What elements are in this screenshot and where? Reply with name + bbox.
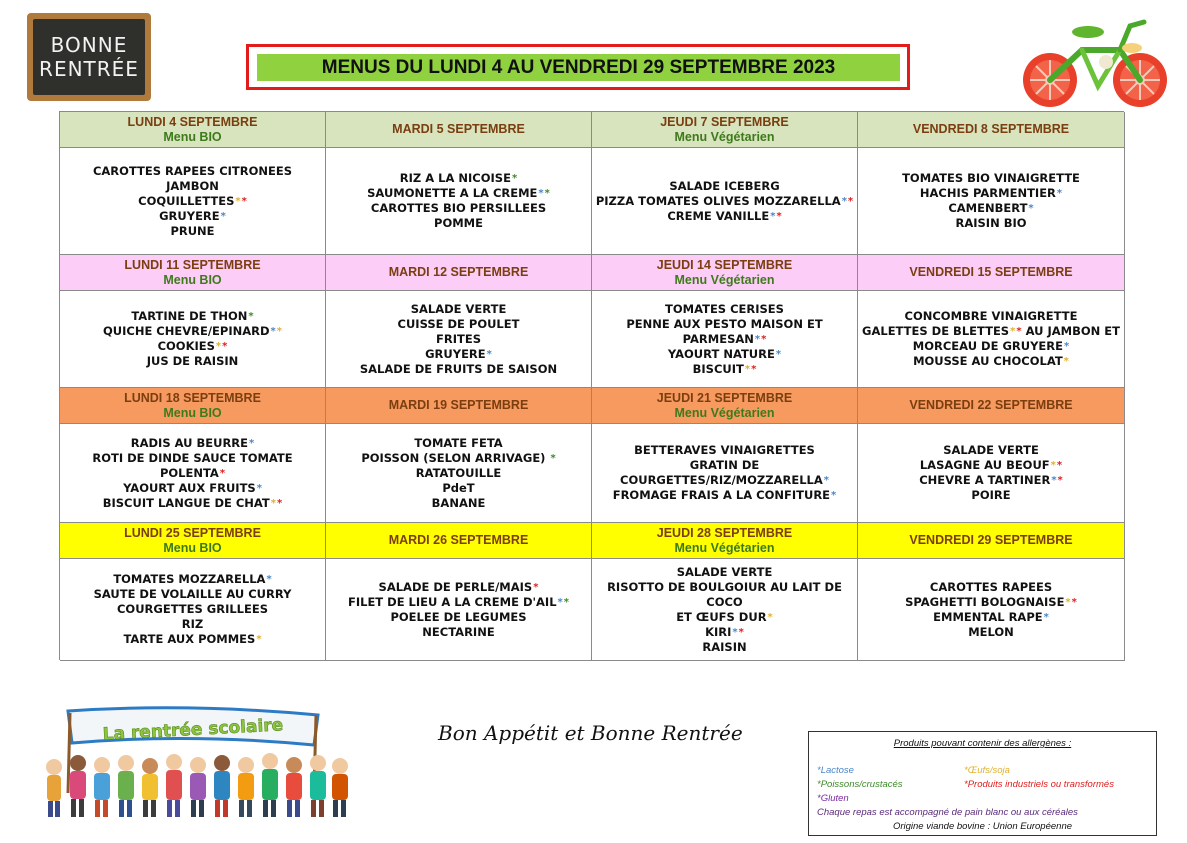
menu-item-text: POISSON (SELON ARRIVAGE) [361, 450, 546, 465]
legend-industriels: *Produits industriels ou transformés [964, 779, 1114, 790]
menu-item [159, 209, 226, 224]
menu-item [669, 179, 779, 194]
allergen-marker-lactose: * [754, 333, 761, 345]
menu-item [414, 436, 502, 451]
menu-item-text: CHEVRE A TARTINER [919, 473, 1051, 487]
day-header [326, 112, 592, 148]
menu-cell [592, 559, 858, 661]
allergen-marker-industriels: * [277, 497, 283, 509]
day-header [60, 523, 326, 559]
menu-item [905, 595, 1077, 610]
menu-item-text: NECTARINE [422, 624, 495, 639]
day-header [60, 255, 326, 291]
menu-item-text: COOKIES [157, 339, 215, 353]
menu-item-text: FROMAGE FRAIS A LA CONFITURE [612, 488, 831, 502]
menu-item [379, 580, 539, 595]
menu-item [93, 164, 292, 179]
menu-item [361, 451, 555, 466]
menu-cell [326, 291, 592, 388]
menu-item-text: BISCUIT [692, 361, 744, 376]
menu-item-text: FRITES [436, 331, 481, 346]
allergen-marker-oeufs: * [744, 363, 751, 375]
menu-item-text: MELON [968, 624, 1014, 639]
menu-item-text: YAOURT AUX FRUITS [123, 480, 256, 495]
allergen-marker-industriels: * [751, 363, 757, 375]
day-label: VENDREDI 22 SEPTEMBRE [909, 398, 1073, 412]
menu-item [919, 473, 1063, 488]
day-header [326, 388, 592, 424]
menu-item-text: ET ŒUFS DUR [676, 609, 767, 624]
menu-item-text: HACHIS PARMENTIER [919, 186, 1056, 200]
allergen-marker-oeufs: * [1065, 596, 1071, 608]
allergen-marker-poissons: * [544, 188, 550, 199]
menu-item [160, 466, 225, 481]
menu-item [411, 302, 507, 317]
menu-item [113, 572, 271, 587]
menu-cell [858, 424, 1125, 523]
allergen-marker-lactose: * [249, 437, 255, 449]
allergen-marker-lactose: * [775, 348, 782, 360]
allergen-marker-lactose: * [486, 348, 492, 360]
allergen-marker-lactose: * [266, 574, 272, 585]
menu-item [400, 171, 517, 186]
legend-bread-note: Chaque repas est accompagné de pain blanc ou aux céréales [817, 807, 1078, 818]
allergen-marker-lactose: * [1056, 188, 1063, 199]
menu-item-text: PRUNE [170, 223, 215, 238]
menu-item-text: TARTINE DE THON [131, 309, 248, 323]
menu-item-text: MOUSSE AU CHOCOLAT [913, 354, 1063, 368]
menu-item [930, 580, 1052, 595]
menu-type-label: Menu Végétarien [674, 405, 775, 420]
menu-cell [326, 148, 592, 255]
day-label: MARDI 26 SEPTEMBRE [388, 533, 529, 547]
menu-cell [60, 424, 326, 523]
allergen-marker-industriels: * [219, 467, 226, 479]
menu-item [902, 171, 1080, 186]
menu-item-text: TOMATE FETA [414, 435, 503, 450]
menu-item-text: CONCOMBRE VINAIGRETTE [904, 309, 1078, 323]
vegetable-bike-illustration [1020, 8, 1170, 112]
title-frame [246, 44, 910, 90]
day-label: JEUDI 21 SEPTEMBRE [656, 390, 793, 405]
allergen-marker-industriels: * [1056, 460, 1063, 471]
day-label: MARDI 19 SEPTEMBRE [388, 398, 529, 412]
menu-type-label: Menu Végétarien [674, 272, 775, 287]
menu-item-text: COQUILLETTES [138, 193, 235, 208]
allergen-marker-lactose: * [557, 596, 563, 608]
menu-cell [592, 148, 858, 255]
menu-item-text: SALADE VERTE [943, 443, 1039, 457]
menu-item-text: TOMATES BIO VINAIGRETTE [902, 171, 1080, 185]
bonne-rentree-logo [27, 13, 151, 101]
menu-item-text: CUISSE DE POULET [397, 316, 520, 331]
allergen-legend [808, 731, 1157, 836]
menu-item-text: POLENTA [159, 465, 219, 480]
menu-item-text: BISCUIT LANGUE DE CHAT [102, 495, 270, 510]
menu-item [360, 362, 557, 377]
allergen-marker-poissons: * [511, 173, 518, 184]
menu-item [103, 324, 282, 339]
menu-item [933, 610, 1049, 625]
menu-item-text: CAROTTES RAPEES CITRONEES [92, 163, 293, 178]
day-label: LUNDI 18 SEPTEMBRE [124, 390, 261, 405]
menu-item-text: RAISIN [702, 639, 747, 654]
menu-item [398, 317, 520, 332]
menu-item-text: CREME VANILLE [667, 208, 770, 223]
day-header [326, 255, 592, 291]
menu-item [147, 354, 239, 369]
day-label: JEUDI 28 SEPTEMBRE [656, 525, 793, 540]
menu-item-text: SPAGHETTI BOLOGNAISE [905, 594, 1065, 609]
page-title: MENUS DU LUNDI 4 AU VENDREDI 29 SEPTEMBRE 2023 [321, 56, 836, 78]
menu-item-text: RADIS AU BEURRE [130, 435, 249, 450]
allergen-marker-poissons: * [550, 452, 556, 464]
menu-item-text: GRUYERE [425, 346, 486, 361]
menu-type-label: Menu BIO [163, 405, 222, 420]
menu-item-text: YAOURT NATURE [667, 346, 775, 361]
menu-item [436, 332, 481, 347]
menu-item-text: COURGETTES GRILLEES [116, 602, 269, 616]
menu-item-text: CAROTTES BIO PERSILLEES [370, 201, 547, 215]
allergen-marker-oeufs: * [256, 634, 262, 645]
menu-type-label: Menu BIO [163, 129, 222, 144]
day-label: MARDI 12 SEPTEMBRE [388, 265, 529, 279]
menu-item [913, 354, 1069, 369]
day-label: LUNDI 11 SEPTEMBRE [124, 257, 261, 272]
menu-cell [326, 559, 592, 661]
menu-item [634, 443, 815, 458]
menu-item [166, 179, 219, 194]
menu-item-text: ROTI DE DINDE SAUCE TOMATE [92, 450, 293, 465]
allergen-marker-lactose: * [1028, 203, 1034, 214]
menu-item [968, 625, 1014, 640]
menu-item [955, 216, 1026, 231]
menu-item-text: RATATOUILLE [415, 465, 502, 480]
menu-item-text: SALADE DE PERLE/MAIS [378, 579, 533, 594]
menu-item [94, 587, 292, 602]
menu-item [705, 625, 744, 640]
menu-item [103, 496, 283, 511]
menu-item-text: PdeT [442, 480, 475, 495]
menu-cell [858, 148, 1125, 255]
menu-item [131, 436, 255, 451]
allergen-marker-oeufs: * [1010, 326, 1016, 337]
day-header [60, 388, 326, 424]
title-bar [257, 54, 900, 81]
allergen-marker-industriels: * [738, 626, 744, 638]
menu-item [123, 481, 262, 496]
day-label: LUNDI 25 SEPTEMBRE [124, 525, 261, 540]
menu-item-text: CAMENBERT [948, 201, 1028, 215]
logo-line-1: BONNE [50, 33, 128, 57]
menu-item-text: KIRI [705, 624, 732, 639]
menu-grid [59, 111, 1124, 660]
menu-cell [592, 291, 858, 388]
allergen-marker-lactose: * [220, 210, 226, 222]
day-header [592, 523, 858, 559]
allergen-marker-lactose: * [823, 475, 829, 486]
menu-cell [60, 148, 326, 255]
menu-cell [60, 291, 326, 388]
menu-item [367, 186, 550, 201]
menu-item [667, 209, 781, 224]
menu-item-text: PIZZA TOMATES OLIVES MOZZARELLA [595, 193, 841, 208]
allergen-marker-industriels: * [847, 195, 854, 207]
legend-gluten: *Gluten [817, 793, 849, 804]
allergen-marker-industriels: * [761, 333, 767, 345]
menu-item [862, 324, 1120, 339]
day-label: JEUDI 14 SEPTEMBRE [656, 257, 793, 272]
legend-oeufs: *Œufs/soja [964, 765, 1010, 776]
allergen-marker-industriels: * [222, 341, 228, 352]
allergen-marker-lactose: * [732, 626, 738, 638]
menu-item [668, 347, 781, 362]
menu-item-text: TOMATES MOZZARELLA [113, 572, 266, 586]
menu-item [442, 481, 474, 496]
allergen-marker-industriels: * [533, 581, 539, 593]
day-label: LUNDI 4 SEPTEMBRE [127, 114, 258, 129]
day-header [326, 523, 592, 559]
menu-cell [326, 424, 592, 523]
allergen-marker-industriels: * [241, 195, 247, 207]
menu-item [592, 317, 857, 347]
menu-item [425, 347, 492, 362]
menu-item-text: POIRE [971, 488, 1011, 502]
menu-item-text: SALADE DE FRUITS DE SAISON [359, 361, 558, 376]
rentree-scolaire-banner [38, 703, 358, 823]
allergen-marker-lactose: * [1043, 611, 1049, 623]
menu-item-text: GALETTES DE BLETTES [862, 324, 1010, 338]
menu-item-text: POELEE DE LEGUMES [390, 609, 527, 624]
menu-item-text: RISOTTO DE BOULGOIUR AU LAIT DE COCO [607, 579, 842, 609]
menu-type-label: Menu BIO [163, 540, 222, 555]
allergen-marker-industriels: * [1071, 596, 1077, 608]
menu-item-text: SALADE VERTE [410, 301, 507, 316]
allergen-marker-oeufs: * [215, 341, 222, 352]
menu-item [665, 302, 784, 317]
menu-item [677, 565, 773, 580]
day-header [858, 255, 1125, 291]
day-label: JEUDI 7 SEPTEMBRE [660, 114, 789, 129]
day-label: MARDI 5 SEPTEMBRE [392, 122, 525, 136]
menu-item-text: SAUTE DE VOLAILLE AU CURRY [93, 587, 292, 601]
menu-item-text: SALADE ICEBERG [669, 178, 780, 193]
menu-item [592, 458, 857, 488]
allergen-marker-poissons: * [563, 596, 569, 608]
menu-item [613, 488, 837, 503]
menu-item [416, 466, 502, 481]
logo-line-2: RENTRÉE [39, 57, 139, 81]
chalkboard [33, 19, 145, 95]
menu-item [693, 362, 757, 377]
menu-item [434, 216, 483, 231]
allergen-marker-oeufs: * [276, 326, 282, 337]
allergen-marker-lactose: * [831, 490, 837, 501]
menu-item-text: GRUYERE [159, 208, 220, 223]
menu-item-text: SALADE VERTE [676, 564, 773, 579]
menu-item [943, 443, 1039, 458]
menu-item [138, 194, 247, 209]
allergen-marker-lactose: * [256, 482, 262, 494]
day-header [592, 255, 858, 291]
menu-item-text: QUICHE CHEVRE/EPINARD [102, 324, 270, 338]
menu-item-text: SAUMONETTE A LA CREME [367, 186, 538, 200]
menu-type-label: Menu BIO [163, 272, 222, 287]
allergen-marker-lactose: * [538, 188, 544, 199]
menu-cell [60, 559, 326, 661]
allergen-marker-oeufs: * [1063, 356, 1069, 367]
menu-item [158, 339, 228, 354]
allergen-marker-lactose: * [1063, 341, 1070, 352]
menu-item [676, 610, 773, 625]
menu-item-text: JAMBON [166, 178, 219, 193]
day-header [592, 112, 858, 148]
menu-item-text: BANANE [431, 495, 486, 510]
menu-item-text: JUS DE RAISIN [146, 354, 239, 368]
banner-text: La rentrée scolaire [102, 715, 284, 745]
allergen-marker-oeufs: * [767, 611, 773, 623]
menu-item-text: RIZ A LA NICOISE [399, 171, 511, 185]
menu-item-continuation: AU JAMBON ET [1021, 324, 1120, 338]
menu-item-text: TARTE AUX POMMES [123, 632, 256, 646]
menu-cell [858, 291, 1125, 388]
allergen-marker-lactose: * [770, 210, 776, 222]
menu-item [920, 186, 1062, 201]
day-header [592, 388, 858, 424]
day-header [858, 388, 1125, 424]
menu-item [371, 201, 546, 216]
day-header [858, 112, 1125, 148]
menu-item [432, 496, 486, 511]
menu-item [170, 224, 214, 239]
menu-item-text: BETTERAVES VINAIGRETTES [634, 443, 815, 457]
menu-item-text: POMME [434, 216, 483, 230]
menu-item [905, 309, 1078, 324]
allergen-marker-poissons: * [248, 311, 254, 322]
menu-item [592, 580, 857, 610]
menu-item-text: LASAGNE AU BEOUF [919, 458, 1050, 472]
menu-item-text: PENNE AUX PESTO MAISON ET PARMESAN [626, 316, 823, 346]
allergen-marker-lactose: * [841, 195, 847, 207]
menu-item [702, 640, 746, 655]
legend-title: Produits pouvant contenir des allergènes : [893, 738, 1072, 749]
menu-item-text: EMMENTAL RAPE [933, 609, 1043, 624]
day-label: VENDREDI 15 SEPTEMBRE [909, 265, 1073, 279]
menu-item [920, 458, 1062, 473]
menu-type-label: Menu Végétarien [674, 540, 775, 555]
menu-item-text: GRATIN DE COURGETTES/RIZ/MOZZARELLA [620, 458, 823, 487]
menu-item [117, 602, 268, 617]
menu-item [123, 632, 261, 647]
menu-item-text: RAISIN BIO [955, 216, 1027, 230]
menu-cell [858, 559, 1125, 661]
menu-item-text: RIZ [181, 617, 204, 631]
menu-item [390, 610, 526, 625]
menu-item [971, 488, 1010, 503]
menu-cell [592, 424, 858, 523]
allergen-marker-lactose: * [1051, 475, 1057, 486]
menu-item [182, 617, 203, 632]
allergen-marker-lactose: * [270, 326, 276, 337]
day-header [60, 112, 326, 148]
day-label: VENDREDI 8 SEPTEMBRE [912, 122, 1070, 136]
menu-item [913, 339, 1069, 354]
menu-item [348, 595, 569, 610]
menu-item [948, 201, 1033, 216]
allergen-marker-industriels: * [1016, 326, 1022, 337]
allergen-marker-industriels: * [1057, 475, 1063, 486]
menu-item-text: FILET DE LIEU A LA CREME D'AIL [347, 594, 557, 609]
day-label: VENDREDI 29 SEPTEMBRE [909, 533, 1073, 547]
legend-meat-origin: Origine viande bovine : Union Européenne [892, 821, 1073, 832]
allergen-marker-oeufs: * [270, 497, 277, 509]
menu-type-label: Menu Végétarien [674, 129, 775, 144]
menu-item [596, 194, 853, 209]
allergen-marker-industriels: * [776, 210, 782, 222]
bon-appetit-slogan: Bon Appétit et Bonne Rentrée [438, 721, 743, 745]
menu-item [131, 309, 253, 324]
menu-item-text: CAROTTES RAPEES [929, 579, 1053, 594]
menu-item [422, 625, 494, 640]
day-header [858, 523, 1125, 559]
allergen-marker-oeufs: * [235, 195, 241, 207]
menu-item-text: MORCEAU DE GRUYERE [912, 339, 1063, 353]
allergen-marker-oeufs: * [1050, 460, 1056, 471]
menu-item-text: TOMATES CERISES [665, 301, 784, 316]
menu-item [92, 451, 292, 466]
legend-lactose: *Lactose [817, 765, 854, 776]
legend-poissons: *Poissons/crustacés [817, 779, 903, 790]
